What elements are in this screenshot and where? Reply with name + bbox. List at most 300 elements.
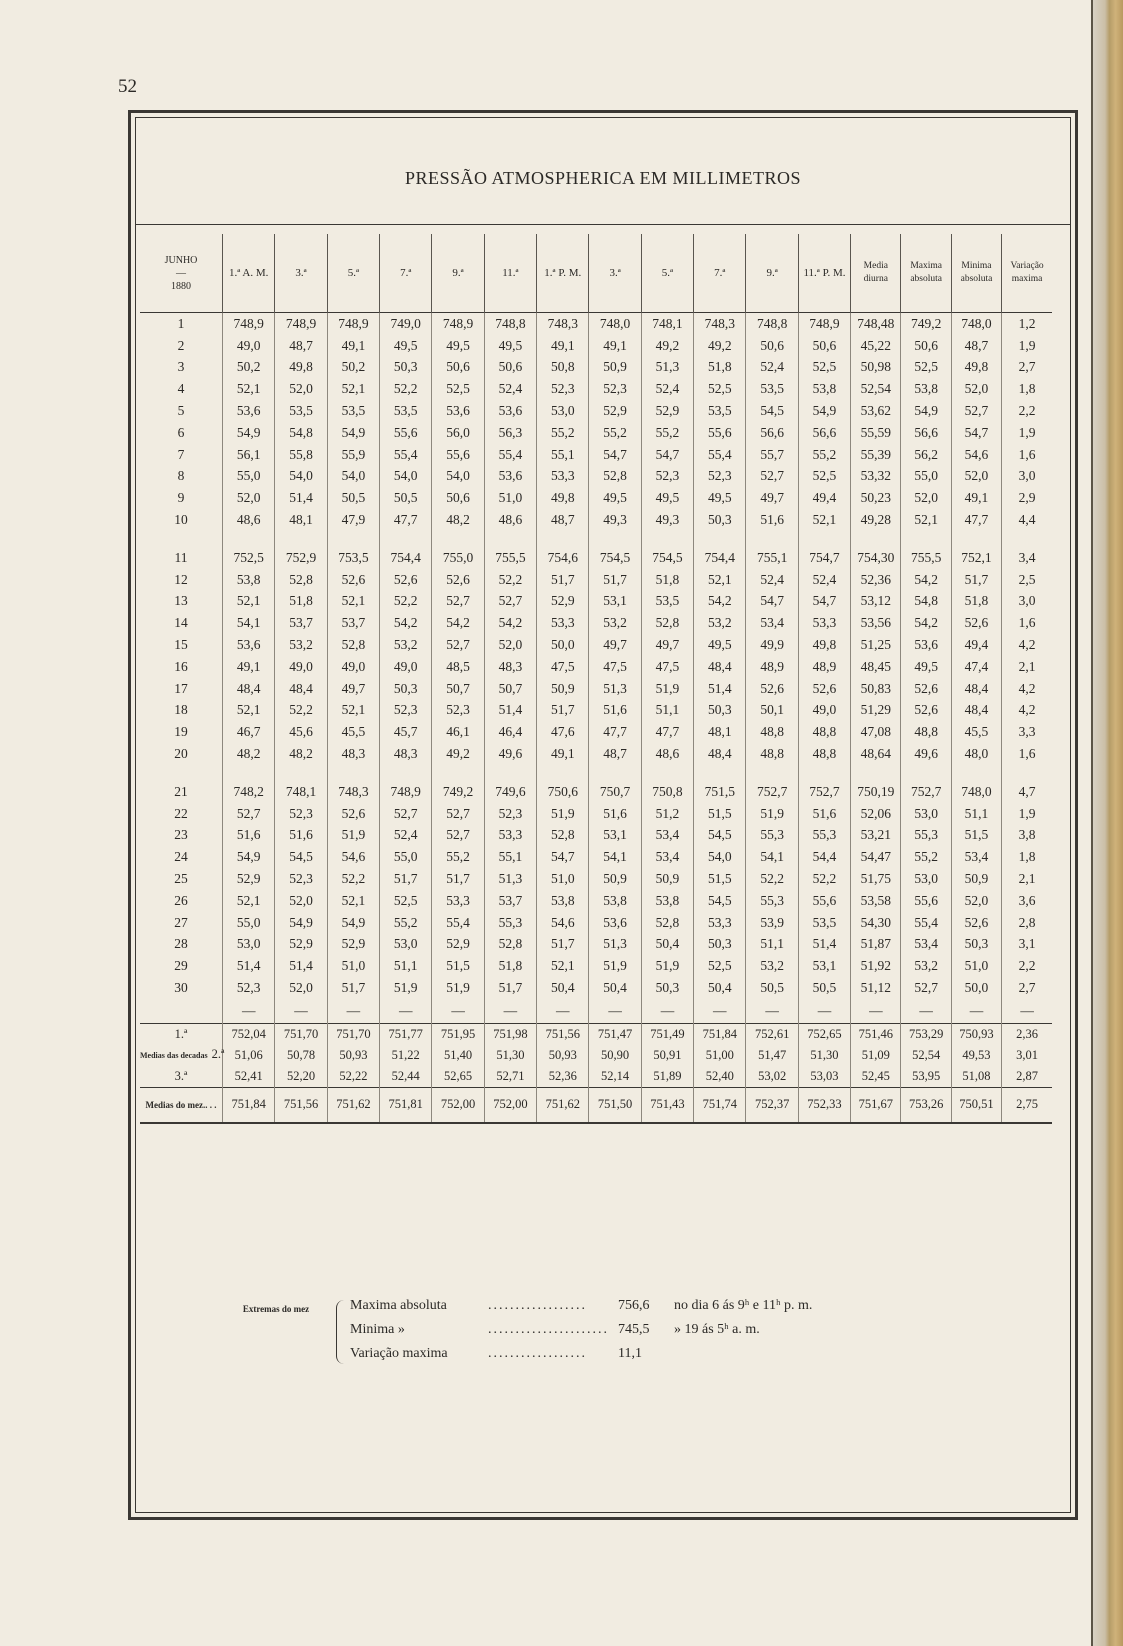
value-cell: 48,8 (798, 743, 850, 765)
value-cell: 53,02 (746, 1066, 798, 1088)
value-cell: 52,7 (432, 803, 484, 825)
day-row (140, 803, 1052, 825)
value-cell: 53,8 (641, 890, 693, 912)
value-cell: 750,93 (951, 1023, 1001, 1045)
value-cell (432, 531, 484, 547)
value-cell: 53,7 (275, 612, 327, 634)
value-cell: 49,1 (223, 656, 275, 678)
value-cell: 49,0 (798, 700, 850, 722)
value-cell: 50,7 (432, 678, 484, 700)
value-cell: 52,3 (432, 700, 484, 722)
value-cell: — (432, 999, 484, 1024)
day-row (140, 378, 1052, 400)
value-cell: 752,37 (746, 1087, 798, 1123)
value-cell: 49,8 (951, 357, 1001, 379)
value-cell: 48,2 (275, 743, 327, 765)
value-cell: 55,6 (380, 422, 432, 444)
value-cell: 48,4 (951, 700, 1001, 722)
value-cell: 49,1 (537, 335, 589, 357)
value-cell (537, 531, 589, 547)
extremas-label: Extremas do mez (242, 1304, 310, 1314)
value-cell: 51,6 (798, 803, 850, 825)
value-cell: 53,3 (432, 890, 484, 912)
row-label-cell: 30 (174, 980, 188, 995)
row-label-cell: 1 (140, 313, 223, 335)
value-cell: 54,1 (223, 612, 275, 634)
value-cell: — (223, 999, 275, 1024)
value-cell: 53,0 (901, 803, 951, 825)
value-cell: 751,46 (851, 1023, 901, 1045)
value-cell (484, 531, 536, 547)
value-cell: 54,7 (746, 591, 798, 613)
value-cell: 53,7 (484, 890, 536, 912)
value-cell: 52,9 (537, 591, 589, 613)
row-label-cell: 12 (174, 571, 188, 587)
value-cell: 748,8 (746, 313, 798, 335)
value-cell: 1,6 (1002, 444, 1052, 466)
value-cell: 753,29 (901, 1023, 951, 1045)
value-cell: 54,5 (746, 400, 798, 422)
value-cell (327, 765, 379, 781)
value-cell: 52,5 (798, 357, 850, 379)
value-cell: 49,2 (694, 335, 746, 357)
value-cell: 52,3 (537, 378, 589, 400)
value-cell: 51,29 (851, 700, 901, 722)
header-hour: 9.ª (746, 234, 798, 313)
decade-ordinal: 1.ª (174, 1027, 188, 1042)
value-cell (275, 531, 327, 547)
pressure-table (140, 234, 1052, 1124)
value-cell: 48,2 (432, 509, 484, 531)
row-label-cell (140, 1023, 223, 1045)
value-cell: 52,6 (432, 569, 484, 591)
value-cell: 50,91 (641, 1045, 693, 1066)
value-cell: 55,2 (641, 422, 693, 444)
value-cell: 49,8 (537, 487, 589, 509)
value-cell: 48,8 (746, 721, 798, 743)
value-cell: 751,84 (223, 1087, 275, 1123)
value-cell: 52,8 (484, 934, 536, 956)
value-cell: 748,3 (327, 781, 379, 803)
value-cell: 47,5 (641, 656, 693, 678)
value-cell: 49,8 (275, 357, 327, 379)
value-cell: 53,1 (589, 825, 641, 847)
value-cell: 50,0 (537, 634, 589, 656)
value-cell: 54,0 (275, 466, 327, 488)
value-cell: 52,9 (589, 400, 641, 422)
value-cell: 51,9 (641, 955, 693, 977)
value-cell: 1,8 (1002, 846, 1052, 868)
value-cell: 50,2 (223, 357, 275, 379)
value-cell: 51,5 (432, 955, 484, 977)
value-cell: 49,1 (537, 743, 589, 765)
header-hour: 1.ª P. M. (537, 234, 589, 313)
value-cell: 2,8 (1002, 912, 1052, 934)
value-cell: 55,59 (851, 422, 901, 444)
value-cell: 52,3 (484, 803, 536, 825)
value-cell: 1,8 (1002, 378, 1052, 400)
value-cell: 52,1 (327, 890, 379, 912)
value-cell: 752,65 (798, 1023, 850, 1045)
header-media-diurna: Media diurna (851, 234, 901, 313)
value-cell: 52,8 (641, 612, 693, 634)
value-cell: 51,6 (223, 825, 275, 847)
row-label-cell: 8 (177, 468, 185, 484)
value-cell: 52,0 (951, 466, 1001, 488)
value-cell: 52,6 (746, 678, 798, 700)
value-cell: 751,67 (851, 1087, 901, 1123)
value-cell: 51,12 (851, 977, 901, 999)
value-cell: 750,51 (951, 1087, 1001, 1123)
header-hour: 7.ª (380, 234, 432, 313)
value-cell: 51,40 (432, 1045, 484, 1066)
value-cell: 51,8 (484, 955, 536, 977)
value-cell: 1,9 (1002, 803, 1052, 825)
value-cell: 752,00 (432, 1087, 484, 1123)
table-frame (128, 110, 1078, 1520)
value-cell: 51,5 (694, 868, 746, 890)
value-cell: 54,5 (694, 890, 746, 912)
value-cell: 48,4 (951, 678, 1001, 700)
value-cell: 748,8 (484, 313, 536, 335)
value-cell: 50,4 (589, 977, 641, 999)
value-cell: 45,22 (851, 335, 901, 357)
value-cell: 55,0 (380, 846, 432, 868)
value-cell: 51,4 (694, 678, 746, 700)
value-cell: 49,5 (432, 335, 484, 357)
value-cell: 52,1 (901, 509, 951, 531)
value-cell: — (951, 999, 1001, 1024)
value-cell: 3,6 (1002, 890, 1052, 912)
value-cell: 51,00 (694, 1045, 746, 1066)
value-cell: 46,4 (484, 721, 536, 743)
value-cell: 752,7 (798, 781, 850, 803)
value-cell: 52,2 (746, 868, 798, 890)
value-cell: 52,9 (275, 934, 327, 956)
row-label-cell: 13 (174, 593, 188, 609)
decade-ordinal: 2.ª (211, 1047, 225, 1062)
value-cell: — (537, 999, 589, 1024)
header-hour: 3.ª (589, 234, 641, 313)
day-row (140, 487, 1052, 509)
value-cell: 50,8 (537, 357, 589, 379)
row-label-cell: 9 (177, 490, 185, 506)
value-cell: 751,70 (327, 1023, 379, 1045)
value-cell: 54,2 (484, 612, 536, 634)
value-cell: 49,6 (484, 743, 536, 765)
value-cell: 51,30 (484, 1045, 536, 1066)
row-label-cell (140, 765, 223, 781)
value-cell: 752,7 (746, 781, 798, 803)
value-cell: 51,30 (798, 1045, 850, 1066)
value-cell: 50,3 (694, 509, 746, 531)
value-cell: 48,5 (432, 656, 484, 678)
value-cell: 49,7 (641, 634, 693, 656)
value-cell: 52,41 (223, 1066, 275, 1088)
value-cell: 52,0 (951, 890, 1001, 912)
value-cell: 752,04 (223, 1023, 275, 1045)
value-cell: 55,3 (901, 825, 951, 847)
value-cell: 51,7 (589, 569, 641, 591)
value-cell: 51,7 (537, 569, 589, 591)
value-cell: 52,7 (901, 977, 951, 999)
value-cell: 55,2 (798, 444, 850, 466)
value-cell: 54,8 (275, 422, 327, 444)
row-label-cell: 5 (177, 403, 185, 419)
value-cell: 55,2 (432, 846, 484, 868)
value-cell (537, 765, 589, 781)
value-cell: 52,22 (327, 1066, 379, 1088)
value-cell: 48,3 (380, 743, 432, 765)
value-cell: 54,9 (901, 400, 951, 422)
value-cell: 48,4 (275, 678, 327, 700)
value-cell: 50,9 (589, 357, 641, 379)
value-cell: — (901, 999, 951, 1024)
value-cell: 52,2 (484, 569, 536, 591)
day-row (140, 890, 1052, 912)
value-cell: 53,2 (380, 634, 432, 656)
value-cell: — (746, 999, 798, 1024)
value-cell: 55,4 (484, 444, 536, 466)
day-row (140, 422, 1052, 444)
day-row (140, 612, 1052, 634)
value-cell: 748,9 (798, 313, 850, 335)
value-cell: 52,54 (901, 1045, 951, 1066)
value-cell: 51,25 (851, 634, 901, 656)
value-cell (223, 531, 275, 547)
value-cell: 52,6 (327, 803, 379, 825)
row-label-cell: 22 (174, 805, 188, 821)
value-cell: 748,0 (951, 781, 1001, 803)
value-cell: 53,2 (589, 612, 641, 634)
value-cell: 47,7 (589, 721, 641, 743)
value-cell: 752,33 (798, 1087, 850, 1123)
value-cell: 51,8 (275, 591, 327, 613)
value-cell: 51,9 (327, 825, 379, 847)
value-cell: 52,2 (275, 700, 327, 722)
value-cell: 748,2 (223, 781, 275, 803)
value-cell (901, 765, 951, 781)
value-cell: 52,6 (901, 700, 951, 722)
value-cell: 2,36 (1002, 1023, 1052, 1045)
value-cell: 4,2 (1002, 678, 1052, 700)
value-cell: 750,8 (641, 781, 693, 803)
value-cell: 53,2 (746, 955, 798, 977)
value-cell: 53,32 (851, 466, 901, 488)
value-cell: 55,0 (223, 912, 275, 934)
value-cell: 48,8 (901, 721, 951, 743)
value-cell: 53,5 (327, 400, 379, 422)
value-cell: 50,3 (694, 700, 746, 722)
value-cell: 46,1 (432, 721, 484, 743)
value-cell: 50,9 (951, 868, 1001, 890)
value-cell: 51,4 (798, 934, 850, 956)
medias-decadas-label: Medias das decadas (140, 1051, 208, 1061)
day-row (140, 466, 1052, 488)
value-cell: 755,5 (484, 547, 536, 569)
value-cell: 53,6 (589, 912, 641, 934)
value-cell: 53,8 (901, 378, 951, 400)
value-cell: 50,9 (589, 868, 641, 890)
value-cell: 55,2 (380, 912, 432, 934)
value-cell: 51,4 (275, 487, 327, 509)
value-cell (432, 765, 484, 781)
value-cell: 54,0 (327, 466, 379, 488)
value-cell: 52,0 (275, 378, 327, 400)
day-row (140, 591, 1052, 613)
value-cell: 52,1 (223, 890, 275, 912)
value-cell: 52,0 (275, 977, 327, 999)
decade-mean-row (140, 1066, 1052, 1088)
value-cell: 50,3 (694, 934, 746, 956)
value-cell: 48,7 (589, 743, 641, 765)
value-cell: 55,4 (694, 444, 746, 466)
header-hour: 9.ª (432, 234, 484, 313)
value-cell: 52,4 (746, 357, 798, 379)
value-cell: 50,4 (641, 934, 693, 956)
value-cell: 49,28 (851, 509, 901, 531)
value-cell: 53,95 (901, 1066, 951, 1088)
value-cell: 52,7 (951, 400, 1001, 422)
value-cell: 752,00 (484, 1087, 536, 1123)
decade-mean-row (140, 1045, 1052, 1066)
value-cell: 748,1 (275, 781, 327, 803)
value-cell: 55,4 (432, 912, 484, 934)
value-cell: 52,8 (641, 912, 693, 934)
value-cell: 45,5 (951, 721, 1001, 743)
value-cell: 50,93 (327, 1045, 379, 1066)
value-cell: 48,7 (951, 335, 1001, 357)
value-cell: 52,7 (432, 634, 484, 656)
value-cell: 48,4 (694, 743, 746, 765)
value-cell: 52,1 (223, 700, 275, 722)
value-cell: 52,6 (327, 569, 379, 591)
value-cell: 4,2 (1002, 634, 1052, 656)
value-cell: 2,5 (1002, 569, 1052, 591)
value-cell: 51,4 (223, 955, 275, 977)
value-cell: 751,81 (380, 1087, 432, 1123)
value-cell: 52,7 (432, 591, 484, 613)
value-cell: 53,1 (589, 591, 641, 613)
value-cell: 749,6 (484, 781, 536, 803)
day-row (140, 781, 1052, 803)
value-cell: 48,0 (951, 743, 1001, 765)
value-cell: 52,2 (327, 868, 379, 890)
value-cell: 48,64 (851, 743, 901, 765)
value-cell: 52,3 (275, 803, 327, 825)
header-hour: 5.ª (641, 234, 693, 313)
value-cell: 751,49 (641, 1023, 693, 1045)
value-cell: 51,7 (380, 868, 432, 890)
value-cell: 51,75 (851, 868, 901, 890)
value-cell: 49,6 (901, 743, 951, 765)
value-cell: 53,3 (484, 825, 536, 847)
value-cell: 49,3 (641, 509, 693, 531)
value-cell (380, 765, 432, 781)
value-cell: 51,9 (432, 977, 484, 999)
value-cell: 753,5 (327, 547, 379, 569)
value-cell: 50,6 (432, 357, 484, 379)
value-cell: 48,9 (798, 656, 850, 678)
value-cell: 50,4 (537, 977, 589, 999)
day-row (140, 656, 1052, 678)
value-cell: 52,9 (327, 934, 379, 956)
value-cell: 53,6 (223, 634, 275, 656)
value-cell: 46,7 (223, 721, 275, 743)
decade-mean-row (140, 1023, 1052, 1045)
value-cell: 55,6 (798, 890, 850, 912)
value-cell: 55,8 (275, 444, 327, 466)
header-row (140, 234, 1052, 313)
value-cell: 2,7 (1002, 357, 1052, 379)
value-cell: 54,2 (694, 591, 746, 613)
title-rule (136, 224, 1070, 225)
row-label-cell: 23 (174, 827, 188, 843)
value-cell: 50,3 (380, 357, 432, 379)
value-cell: 53,1 (798, 955, 850, 977)
value-cell: 53,4 (641, 825, 693, 847)
value-cell: 56,3 (484, 422, 536, 444)
value-cell: 751,62 (327, 1087, 379, 1123)
value-cell: 1,9 (1002, 335, 1052, 357)
value-cell: 52,5 (694, 955, 746, 977)
value-cell: 2,2 (1002, 400, 1052, 422)
value-cell: 54,7 (537, 846, 589, 868)
value-cell: 47,6 (537, 721, 589, 743)
value-cell: 53,4 (641, 846, 693, 868)
value-cell: 52,4 (746, 569, 798, 591)
value-cell: 52,3 (641, 466, 693, 488)
value-cell: 3,01 (1002, 1045, 1052, 1066)
value-cell: 52,7 (223, 803, 275, 825)
row-label-cell: 19 (174, 724, 188, 740)
value-cell: 54,1 (589, 846, 641, 868)
value-cell: 49,5 (901, 656, 951, 678)
extremas-row-variacao: Variação maxima .................. 11,1 (350, 1346, 642, 1361)
value-cell: — (1002, 999, 1052, 1024)
value-cell: 55,2 (901, 846, 951, 868)
row-label-cell: 14 (174, 615, 188, 631)
row-label-cell: 4 (177, 381, 185, 397)
value-cell: 50,5 (327, 487, 379, 509)
value-cell: 54,0 (432, 466, 484, 488)
value-cell: 54,7 (798, 591, 850, 613)
value-cell (223, 765, 275, 781)
value-cell (694, 765, 746, 781)
value-cell: 53,5 (694, 400, 746, 422)
value-cell: 52,1 (327, 700, 379, 722)
value-cell: 53,8 (223, 569, 275, 591)
day-row (140, 743, 1052, 765)
value-cell: 51,3 (484, 868, 536, 890)
value-cell: 48,3 (327, 743, 379, 765)
value-cell: 53,2 (901, 955, 951, 977)
value-cell: 754,5 (589, 547, 641, 569)
value-cell: 4,7 (1002, 781, 1052, 803)
value-cell: 49,9 (746, 634, 798, 656)
value-cell: 52,2 (798, 868, 850, 890)
value-cell: 53,4 (951, 846, 1001, 868)
extremas-row-maxima: Maxima absoluta .................. 756,6 no dia 6 ás 9ʰ e 11ʰ p. m. (350, 1298, 813, 1313)
value-cell: — (484, 999, 536, 1024)
row-label-cell: 6 (177, 424, 185, 440)
value-cell: 54,7 (641, 444, 693, 466)
value-cell: 50,6 (798, 335, 850, 357)
value-cell: 50,7 (484, 678, 536, 700)
value-cell: 755,5 (901, 547, 951, 569)
value-cell: 52,1 (327, 378, 379, 400)
spacer-row (140, 765, 1052, 781)
